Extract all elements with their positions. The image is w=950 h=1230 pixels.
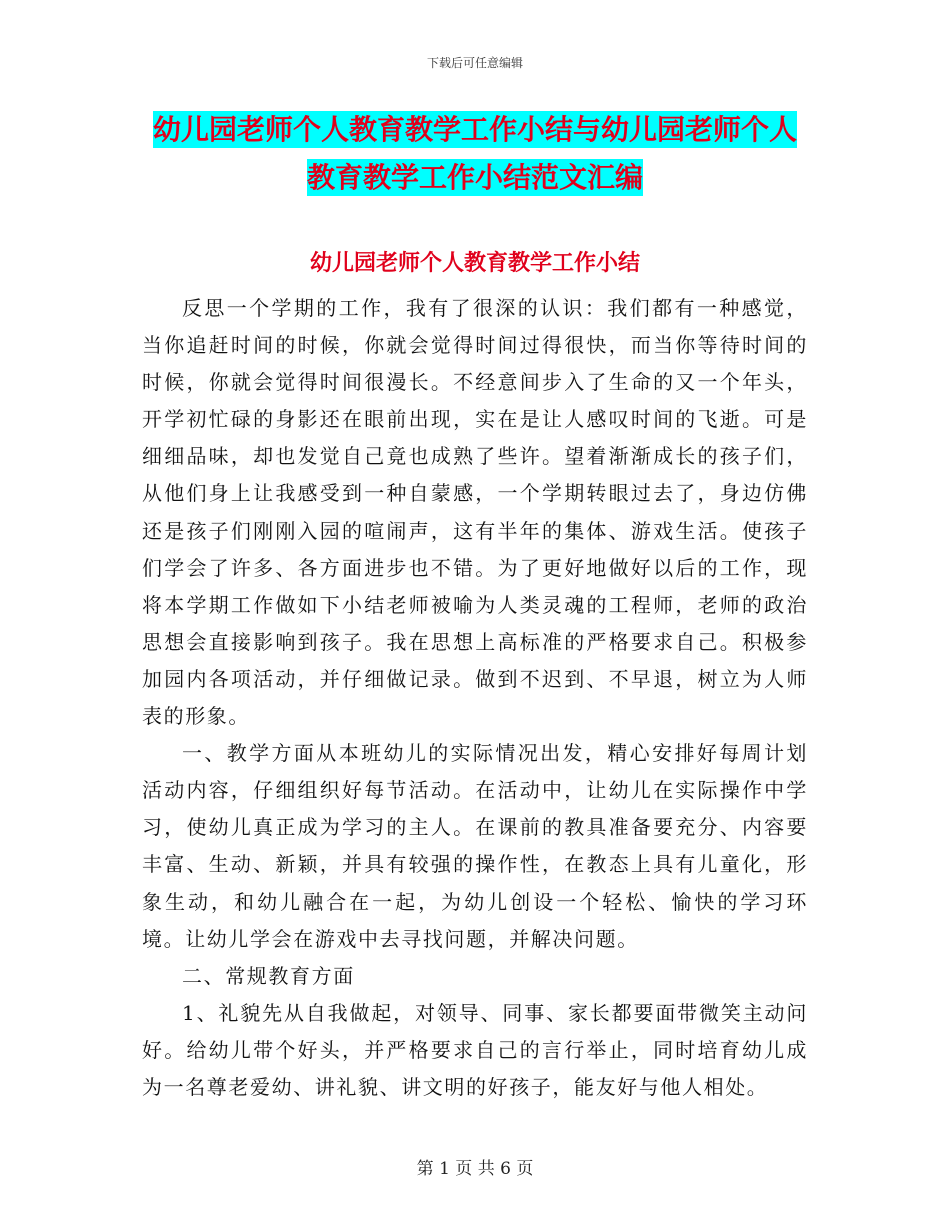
paragraph: 二、常规教育方面: [182, 963, 355, 988]
page-footer: 第 1 页 共 6 页: [416, 1159, 534, 1179]
document-title: [140, 106, 810, 202]
body-text: [142, 290, 808, 1106]
paragraph: 反思一个学期的工作，我有了很深的认识：我们都有一种感觉，当你追赶时间的时候，你就会觉得时间过得很快，而当你等待时间的时候，你就会觉得时间很漫长。不经意间步入了生命的又一个年头，开学初忙碌的身影还在眼前出现，实在是让人感叹时间的飞逝。可是细细品味，却也发觉自己竟也成熟了些许。望着渐渐成长的孩子们，从他们身上让我感受到一种自蒙感，一个学期转眼过去了，身边仿佛还是孩子们刚刚入园的喧闹声，这有半年的集体、游戏生活。使孩子们学会了许多、各方面进步也不错。为了更好地做好以后的工作，现将本学期工作做如下小结老师被喻为人类灵魂的工程师，老师的政治思想会直接影响到孩子。我在思想上高标准的严格要求自己。积极参加园内各项活动，并仔细做记录。做到不迟到、不早退，树立为人师表的形象。: [142, 296, 808, 729]
section-title: 幼儿园老师个人教育教学工作小结: [309, 251, 640, 276]
title-line-2: 教育教学工作小结范文汇编: [306, 161, 643, 194]
paragraph: 一、教学方面从本班幼儿的实际情况出发，精心安排好每周计划活动内容，仔细组织好每节活动。在活动中，让幼儿在实际操作中学习，使幼儿真正成为学习的主人。在课前的教具准备要充分、内容要丰富、生动、新颖，并具有较强的操作性，在教态上具有儿童化，形象生动，和幼儿融合在一起，为幼儿创设一个轻松、愉快的学习环境。让幼儿学会在游戏中去寻找问题，并解决问题。: [142, 741, 808, 951]
header-note: 下载后可任意编辑: [426, 56, 523, 70]
paragraph: 1、礼貌先从自我做起，对领导、同事、家长都要面带微笑主动问好。给幼儿带个好头，并严格要求自己的言行举止，同时培育幼儿成为一名尊老爱幼、讲礼貌、讲文明的好孩子，能友好与他人相处。: [142, 1000, 808, 1099]
title-line-1: 幼儿园老师个人教育教学工作小结与幼儿园老师个人: [152, 113, 797, 146]
